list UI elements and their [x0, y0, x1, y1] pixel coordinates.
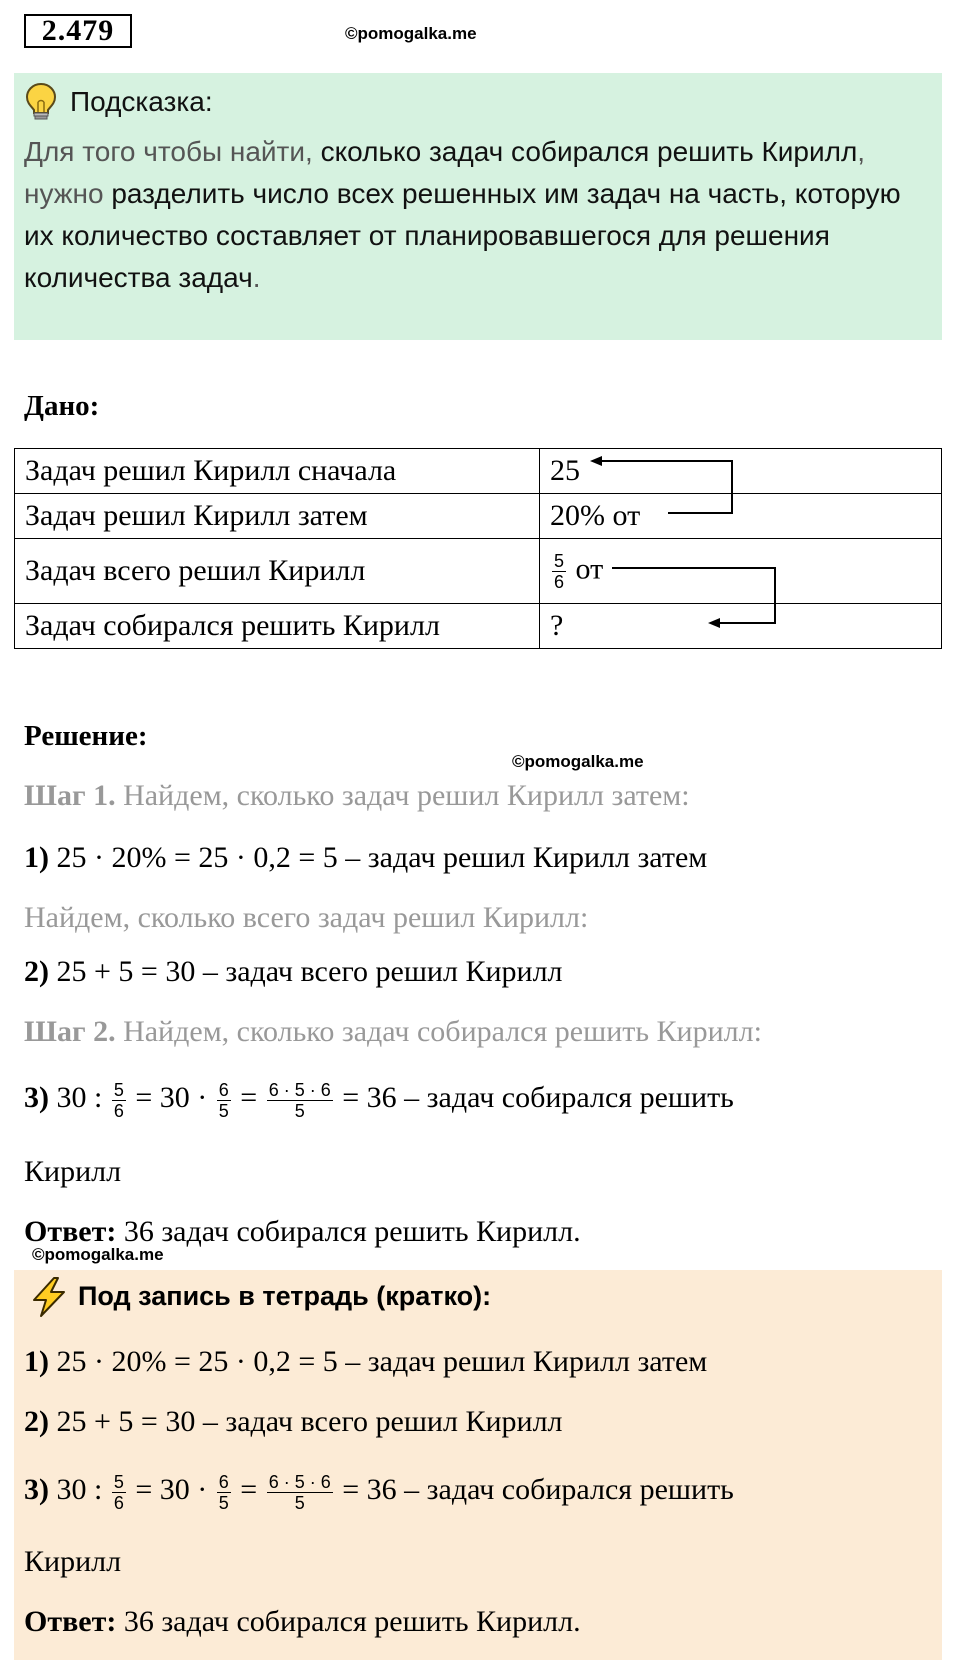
- note-equation-3: 3) 30 : $\frac{5}{6}$ = 30 · $\frac{6}{5}$ = $\frac{6 \cdot 5 \cdot 6}{5}$ = 36 – задач собирался решить: [24, 1471, 734, 1513]
- note-answer-line: Ответ: 36 задач собирался решить Кирилл.: [24, 1605, 581, 1638]
- table-cell-label: Задач всего решил Кирилл: [15, 539, 540, 604]
- watermark: ©pomogalka.me: [512, 752, 644, 771]
- task-number: 2.479: [24, 14, 132, 48]
- answer-line: Ответ: 36 задач собирался решить Кирилл.: [24, 1215, 581, 1248]
- table-cell-label: Задач собирался решить Кирилл: [15, 604, 540, 649]
- step1-line: Шаг 1. Найдем, сколько задач решил Кирилл затем:: [24, 779, 690, 812]
- step2-line: Шаг 2. Найдем, сколько задач собирался решить Кирилл:: [24, 1015, 762, 1048]
- fraction: $\frac{6}{5}$: [218, 1079, 229, 1121]
- table-cell-value: ?: [540, 604, 942, 649]
- fraction: $\frac{5}{6}$: [113, 1471, 124, 1513]
- note-equation-2: 2) 25 + 5 = 30 – задач всего решил Кирилл: [24, 1405, 563, 1438]
- table-row: [15, 494, 942, 539]
- fraction: $\frac{5}{6}$: [554, 550, 565, 592]
- table-row: [15, 604, 942, 649]
- note-equation-3-continued: Кирилл: [24, 1545, 122, 1578]
- given-label: Дано:: [24, 390, 100, 422]
- sub-step-line: Найдем, сколько всего задач решил Кирилл:: [24, 901, 589, 934]
- hint-text-emph: сколько задач собирался решить Кирилл: [320, 136, 858, 167]
- equation-3: 3) 30 : $\frac{5}{6}$ = 30 · $\frac{6}{5}$ = $\frac{6 \cdot 5 \cdot 6}{5}$ = 36 – задач собирался решить: [24, 1079, 734, 1121]
- table-row: [15, 449, 942, 494]
- equation-3-continued: Кирилл: [24, 1155, 122, 1188]
- hint-text: [24, 131, 929, 299]
- fraction: $\frac{5}{6}$: [113, 1079, 124, 1121]
- fraction: $\frac{6}{5}$: [218, 1471, 229, 1513]
- fraction: $\frac{6 \cdot 5 \cdot 6}{5}$: [268, 1079, 331, 1121]
- table-cell-value: $\frac{5}{6}$ от: [540, 539, 942, 604]
- note-equation-1: 1) 25 · 20% = 25 · 0,2 = 5 – задач решил Кирилл затем: [24, 1345, 708, 1378]
- table-cell-value: 25: [540, 449, 942, 494]
- table-row: [15, 539, 942, 604]
- note-title: Под запись в тетрадь (кратко):: [78, 1281, 492, 1311]
- hint-text-part: .: [252, 262, 261, 293]
- hint-text-part: , нужно: [24, 136, 866, 209]
- watermark: ©pomogalka.me: [345, 24, 477, 43]
- table-cell-label: Задач решил Кирилл затем: [15, 494, 540, 539]
- hint-title: Подсказка:: [70, 86, 213, 117]
- relation-arrows: [560, 448, 800, 638]
- fraction: $\frac{6 \cdot 5 \cdot 6}{5}$: [268, 1471, 331, 1513]
- equation-1: 1) 25 · 20% = 25 · 0,2 = 5 – задач решил Кирилл затем: [24, 841, 708, 874]
- lightbulb-icon: [24, 82, 58, 127]
- given-table: [14, 448, 942, 649]
- table-cell-value: 20% от: [540, 494, 942, 539]
- table-cell-label: Задач решил Кирилл сначала: [15, 449, 540, 494]
- hint-text-emph: разделить число всех решенных им задач на часть, которую их количество составляет от планировавшегося для решения количества задач: [24, 178, 901, 293]
- hint-text-part: Для того чтобы найти,: [24, 136, 321, 167]
- solution-label: Решение:: [24, 720, 148, 752]
- equation-2: 2) 25 + 5 = 30 – задач всего решил Кирилл: [24, 955, 563, 988]
- watermark: ©pomogalka.me: [32, 1245, 164, 1264]
- lightning-icon: [28, 1276, 70, 1323]
